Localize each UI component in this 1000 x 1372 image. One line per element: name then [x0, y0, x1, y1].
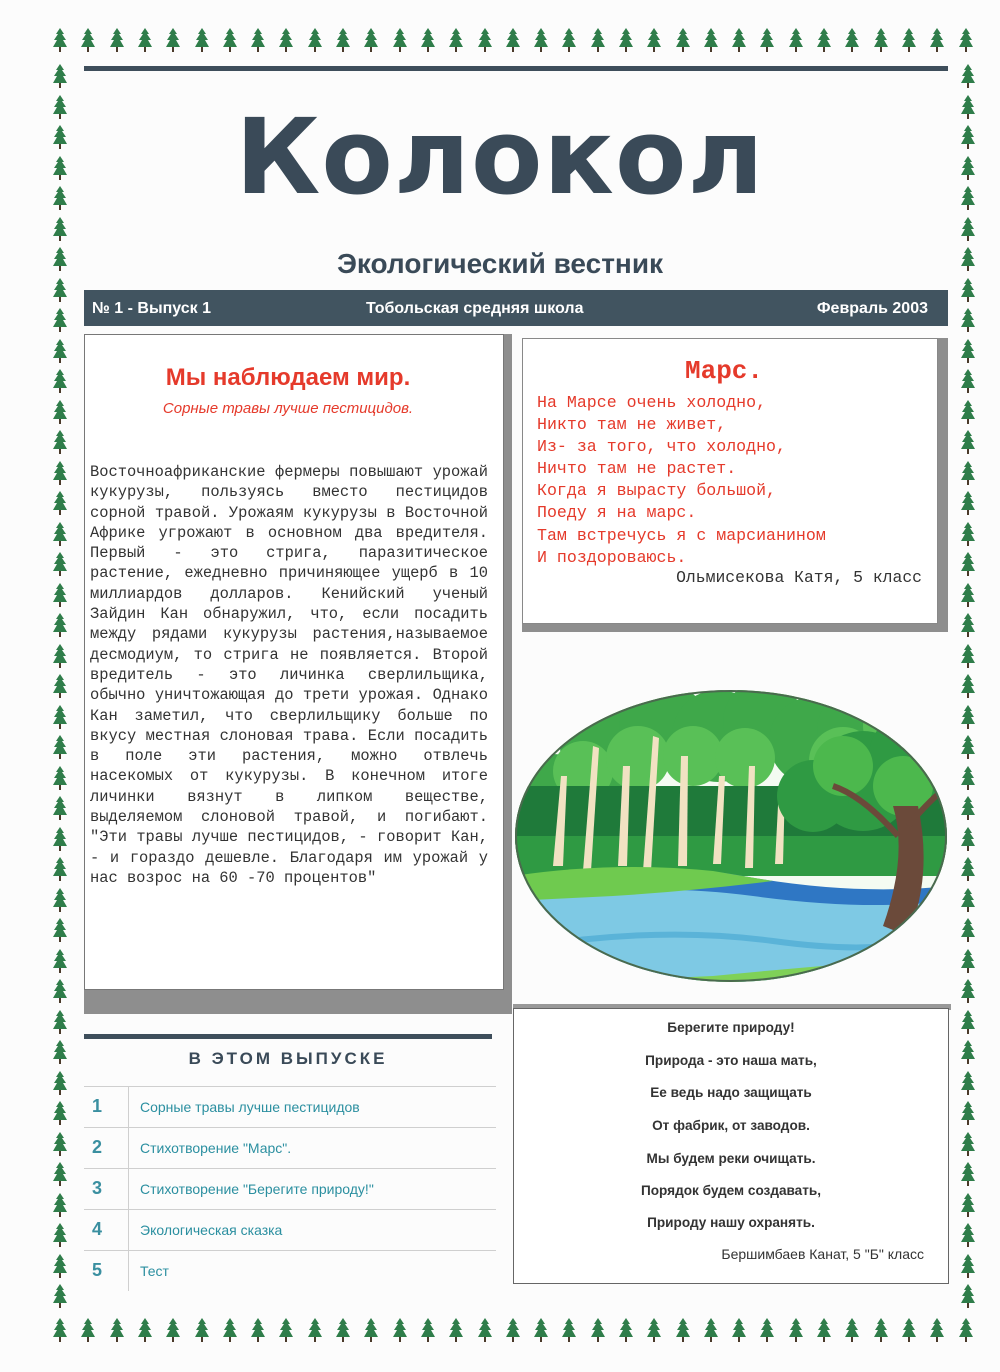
- fir-tree-icon: [52, 491, 68, 517]
- fir-tree-icon: [363, 1318, 379, 1344]
- fir-tree-icon: [52, 28, 68, 54]
- fir-tree-icon: [960, 461, 976, 487]
- toc-item-label: Стихотворение "Берегите природу!": [140, 1181, 374, 1197]
- fir-tree-icon: [109, 28, 125, 54]
- fir-tree-icon: [52, 1010, 68, 1036]
- fir-tree-icon: [788, 28, 804, 54]
- fir-tree-icon: [703, 28, 719, 54]
- school-name: Тобольская средняя школа: [366, 300, 584, 317]
- toc-item-number: 1: [92, 1096, 103, 1116]
- fir-tree-icon: [960, 400, 976, 426]
- fir-tree-icon: [52, 400, 68, 426]
- fir-tree-icon: [137, 1318, 153, 1344]
- fir-tree-icon: [960, 674, 976, 700]
- fir-tree-icon: [505, 28, 521, 54]
- poem-mars-lines: [537, 392, 826, 569]
- fir-tree-icon: [52, 1284, 68, 1310]
- poem-nature-title: Берегите природу!: [667, 1020, 795, 1035]
- poem-nature-author: Бершимбаев Канат, 5 "Б" класс: [721, 1246, 924, 1262]
- toc-item-label: Тест: [140, 1263, 169, 1279]
- poem-nature-line: От фабрик, от заводов.: [652, 1118, 810, 1133]
- fir-tree-icon: [960, 339, 976, 365]
- poem-line: На Марсе очень холодно,: [537, 393, 767, 412]
- fir-tree-icon: [958, 1318, 974, 1344]
- toc-item: [84, 1168, 496, 1209]
- toc-item-label: Экологическая сказка: [140, 1222, 283, 1238]
- fir-tree-icon: [52, 339, 68, 365]
- fir-tree-icon: [194, 28, 210, 54]
- poem-nature-box: [513, 1008, 949, 1284]
- fir-tree-icon: [52, 735, 68, 761]
- contents-heading: В ЭТОМ ВЫПУСКЕ: [188, 1049, 388, 1068]
- fir-tree-icon: [873, 1318, 889, 1344]
- fir-tree-icon: [52, 705, 68, 731]
- fir-tree-icon: [960, 766, 976, 792]
- toc-item-number: 4: [92, 1219, 103, 1239]
- toc-item: [84, 1086, 496, 1127]
- article-body: Восточноафриканские фермеры повышают урожай кукурузы, пользуясь вместо пестицидов сорной травой. Урожаям кукурузы в Восточной Африке угрожают в основном два вредителя. Первый - это стрига, паразитическое растение, ежедневно причиняющее ущерб в 10 миллиардов долларов. Кенийский ученый Зайдин Кан обнаружил, что, если посадить между рядами кукурузы растения,называемое десмодиум, то стрига не появляется. Второй вредитель - это личинка сверлильщика, обычно уничтожающая до трети урожая. Однако Кан заметил, что сверлильщику больше по вкусу местная слоновая трава. Если посадить в поле эти растения, можно отвлечь насекомых от кукурузы. В конечном итоге личинки вязнут в липком веществе, выделяемом слоновой травой, и погибают. "Эти травы лучше пестицидов, - говорит Кан, - и гораздо дешевле. Благодаря им урожай у нас возрос на 60 -70 процентов": [90, 463, 488, 887]
- poem-line: Там встречусь я с марсианином: [537, 525, 826, 545]
- toc-item: [84, 1127, 496, 1168]
- fir-tree-icon: [960, 491, 976, 517]
- fir-tree-icon: [960, 918, 976, 944]
- fir-tree-icon: [392, 28, 408, 54]
- fir-tree-icon: [960, 1040, 976, 1066]
- fir-tree-icon: [52, 369, 68, 395]
- fir-tree-icon: [52, 1132, 68, 1158]
- fir-tree-icon: [960, 369, 976, 395]
- fir-tree-icon: [52, 522, 68, 548]
- fir-tree-icon: [675, 1318, 691, 1344]
- fir-tree-icon: [960, 430, 976, 456]
- fir-tree-icon: [960, 857, 976, 883]
- fir-tree-icon: [52, 613, 68, 639]
- fir-tree-icon: [307, 28, 323, 54]
- fir-tree-icon: [52, 949, 68, 975]
- fir-tree-icon: [52, 1254, 68, 1280]
- fir-tree-icon: [759, 1318, 775, 1344]
- fir-tree-icon: [960, 522, 976, 548]
- fir-tree-icon: [250, 28, 266, 54]
- fir-tree-icon: [448, 28, 464, 54]
- fir-tree-icon: [109, 1318, 125, 1344]
- poem-line: Из- за того, что холодно,: [537, 437, 786, 457]
- fir-tree-icon: [960, 979, 976, 1005]
- fir-tree-icon: [960, 1162, 976, 1188]
- newsletter-title: Колокол: [235, 96, 765, 218]
- fir-tree-icon: [194, 1318, 210, 1344]
- fir-tree-icon: [52, 64, 68, 90]
- fir-tree-icon: [960, 1193, 976, 1219]
- fir-tree-icon: [52, 308, 68, 334]
- fir-tree-icon: [278, 28, 294, 54]
- poem-line: Когда я вырасту большой,: [537, 481, 776, 501]
- fir-tree-icon: [52, 583, 68, 609]
- poem-mars-author: Ольмисекова Катя, 5 класс: [676, 568, 922, 587]
- fir-tree-icon: [52, 1162, 68, 1188]
- fir-tree-icon: [960, 888, 976, 914]
- fir-tree-icon: [873, 28, 889, 54]
- fir-tree-icon: [960, 1071, 976, 1097]
- poem-line: Поеду я на марс.: [537, 503, 697, 523]
- fir-tree-icon: [52, 430, 68, 456]
- fir-tree-icon: [816, 1318, 832, 1344]
- poem-nature-line: Мы будем реки очищать.: [646, 1151, 816, 1166]
- fir-tree-icon: [646, 1318, 662, 1344]
- fir-tree-icon: [788, 1318, 804, 1344]
- fir-tree-icon: [52, 918, 68, 944]
- toc-item-label: Сорные травы лучше пестицидов: [140, 1099, 360, 1115]
- fir-tree-icon: [222, 28, 238, 54]
- fir-tree-icon: [590, 1318, 606, 1344]
- toc-divider: [128, 1169, 129, 1209]
- fir-tree-icon: [222, 1318, 238, 1344]
- fir-tree-icon: [52, 1071, 68, 1097]
- fir-tree-icon: [960, 949, 976, 975]
- fir-tree-icon: [420, 1318, 436, 1344]
- newsletter-subtitle: Экологический вестник: [336, 248, 664, 279]
- issue-number: № 1 - Выпуск 1: [92, 300, 212, 317]
- fir-tree-icon: [52, 217, 68, 243]
- poem-nature-line: Природа - это наша мать,: [645, 1053, 817, 1068]
- fir-tree-icon: [960, 308, 976, 334]
- fir-tree-icon: [960, 1132, 976, 1158]
- fir-tree-icon: [392, 1318, 408, 1344]
- toc-item-label: Стихотворение "Марс".: [140, 1140, 292, 1156]
- toc-item: [84, 1250, 496, 1291]
- masthead-rule: [84, 66, 948, 71]
- fir-tree-icon: [52, 857, 68, 883]
- fir-tree-icon: [335, 1318, 351, 1344]
- poem-nature-line: Природу нашу охранять.: [647, 1215, 815, 1230]
- fir-tree-icon: [52, 1101, 68, 1127]
- fir-tree-icon: [448, 1318, 464, 1344]
- fir-tree-icon: [137, 28, 153, 54]
- fir-tree-icon: [52, 1040, 68, 1066]
- fir-tree-icon: [958, 28, 974, 54]
- forest-river-illustration: [513, 686, 949, 984]
- fir-tree-icon: [52, 827, 68, 853]
- issue-date: Февраль 2003: [816, 300, 928, 317]
- fir-tree-icon: [960, 1010, 976, 1036]
- contents-rule: [84, 1034, 492, 1039]
- fir-tree-icon: [52, 461, 68, 487]
- fir-tree-icon: [929, 28, 945, 54]
- fir-tree-icon: [960, 1284, 976, 1310]
- fir-tree-icon: [618, 28, 634, 54]
- fir-tree-icon: [420, 28, 436, 54]
- toc-item-number: 3: [92, 1178, 103, 1198]
- fir-tree-icon: [960, 583, 976, 609]
- fir-tree-icon: [844, 28, 860, 54]
- fir-tree-icon: [477, 28, 493, 54]
- fir-tree-icon: [52, 278, 68, 304]
- fir-tree-icon: [960, 827, 976, 853]
- toc-divider: [128, 1128, 129, 1168]
- issue-info-bar: [84, 290, 948, 326]
- fir-tree-icon: [52, 552, 68, 578]
- fir-tree-icon: [960, 644, 976, 670]
- fir-tree-icon: [618, 1318, 634, 1344]
- fir-tree-icon: [52, 888, 68, 914]
- fir-tree-icon: [646, 28, 662, 54]
- poem-mars-title: Марс.: [684, 356, 763, 386]
- fir-tree-icon: [533, 1318, 549, 1344]
- toc-divider: [128, 1087, 129, 1127]
- fir-tree-icon: [477, 1318, 493, 1344]
- fir-tree-icon: [52, 766, 68, 792]
- toc-item-number: 2: [92, 1137, 103, 1157]
- toc-item-number: 5: [92, 1260, 103, 1280]
- fir-tree-icon: [590, 28, 606, 54]
- fir-tree-icon: [250, 1318, 266, 1344]
- poem-line: Ничто там не растет.: [537, 459, 737, 479]
- fir-tree-icon: [960, 613, 976, 639]
- fir-tree-icon: [960, 705, 976, 731]
- fir-tree-icon: [505, 1318, 521, 1344]
- fir-tree-icon: [165, 28, 181, 54]
- fir-tree-icon: [703, 1318, 719, 1344]
- toc-divider: [128, 1251, 129, 1291]
- fir-tree-icon: [52, 1193, 68, 1219]
- fir-tree-icon: [960, 1254, 976, 1280]
- fir-tree-icon: [960, 1101, 976, 1127]
- fir-tree-icon: [901, 1318, 917, 1344]
- fir-tree-icon: [816, 28, 832, 54]
- fir-tree-icon: [52, 674, 68, 700]
- fir-tree-icon: [960, 796, 976, 822]
- fir-tree-icon: [960, 552, 976, 578]
- toc-divider: [128, 1210, 129, 1250]
- poem-line: И поздороваюсь.: [537, 547, 687, 567]
- fir-tree-icon: [960, 64, 976, 90]
- poem-nature-line: Порядок будем создавать,: [640, 1183, 822, 1198]
- fir-tree-icon: [960, 217, 976, 243]
- fir-tree-icon: [960, 278, 976, 304]
- fir-tree-icon: [52, 1223, 68, 1249]
- fir-tree-icon: [80, 28, 96, 54]
- poem-nature-line: Ее ведь надо защищать: [650, 1085, 812, 1100]
- fir-tree-icon: [844, 1318, 860, 1344]
- fir-tree-icon: [52, 1318, 68, 1344]
- fir-tree-icon: [561, 1318, 577, 1344]
- fir-tree-icon: [363, 28, 379, 54]
- fir-tree-icon: [960, 735, 976, 761]
- fir-tree-icon: [307, 1318, 323, 1344]
- article-title: Мы наблюдаем мир.: [165, 364, 411, 391]
- fir-tree-icon: [52, 796, 68, 822]
- fir-tree-icon: [759, 28, 775, 54]
- fir-tree-icon: [52, 979, 68, 1005]
- fir-tree-icon: [278, 1318, 294, 1344]
- toc-item: [84, 1209, 496, 1250]
- fir-tree-icon: [165, 1318, 181, 1344]
- fir-tree-icon: [901, 28, 917, 54]
- fir-tree-icon: [561, 28, 577, 54]
- fir-tree-icon: [335, 28, 351, 54]
- fir-tree-icon: [929, 1318, 945, 1344]
- fir-tree-icon: [80, 1318, 96, 1344]
- fir-tree-icon: [731, 28, 747, 54]
- fir-tree-icon: [533, 28, 549, 54]
- fir-tree-icon: [675, 28, 691, 54]
- fir-tree-icon: [960, 1223, 976, 1249]
- article-subtitle: Сорные травы лучше пестицидов.: [162, 400, 414, 417]
- fir-tree-icon: [52, 644, 68, 670]
- fir-tree-icon: [731, 1318, 747, 1344]
- poem-line: Никто там не живет,: [537, 415, 727, 435]
